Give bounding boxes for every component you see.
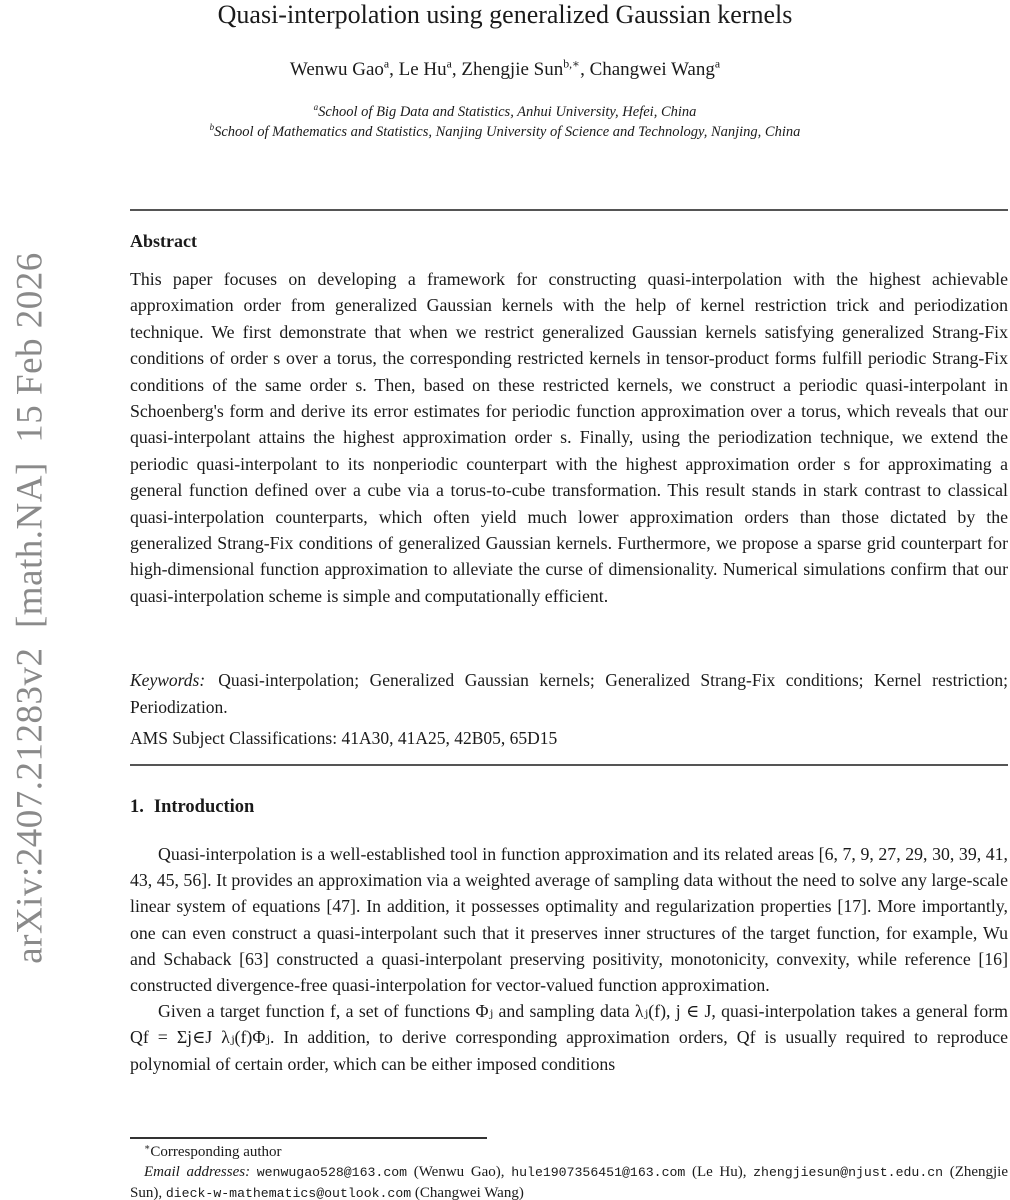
- intro-paragraph: Given a target function f, a set of functions Φⱼ and sampling data λⱼ(f), j ∈ J, quasi-interpolation takes a general form Qf = Σj∈J λⱼ(f)Φⱼ. In addition, to derive corresponding approximation orders, Qf is usually required to reproduce polynomial of certain order, which can be either imposed conditions: [130, 1001, 1008, 1074]
- abstract-heading: Abstract: [130, 231, 197, 251]
- affiliation-text: School of Big Data and Statistics, Anhui University, Hefei, China: [318, 104, 697, 120]
- author: [461, 59, 580, 80]
- keywords-line: [130, 667, 1008, 721]
- author-affiliation-mark: a: [383, 57, 390, 71]
- author-affiliation-mark: a: [446, 57, 452, 71]
- arxiv-watermark: arXiv:2407.21283v2 [math.NA] 15 Feb 2026: [9, 252, 51, 964]
- author-affiliation-mark: a: [714, 57, 721, 71]
- author-name: Zhengjie Sun: [461, 59, 564, 80]
- abstract-top-rule: [130, 209, 1008, 211]
- author-separator: ,: [580, 59, 590, 80]
- email-address: dieck-w-mathematics@outlook.com: [165, 1186, 412, 1200]
- author-separator: ,: [389, 59, 399, 80]
- author-affiliation-mark: b,∗: [563, 57, 581, 71]
- email-holder: (Le Hu),: [691, 1164, 747, 1180]
- corresponding-author-text: Corresponding author: [150, 1144, 282, 1160]
- author-separator: ,: [451, 59, 462, 80]
- email-holder: (Wenwu Gao),: [413, 1164, 505, 1180]
- footnote-marker: ∗: [144, 1143, 151, 1153]
- author-name: Wenwu Gao: [289, 59, 384, 80]
- affiliation-line: [0, 102, 1010, 122]
- section-title: Introduction: [153, 797, 255, 817]
- corresponding-author-note: [130, 1142, 1008, 1162]
- paper-title: Quasi-interpolation using generalized Gaussian kernels: [217, 0, 793, 29]
- affiliation-mark: a: [313, 102, 319, 113]
- author: [290, 59, 389, 80]
- abstract-bottom-rule: [130, 764, 1008, 766]
- authors-line: [0, 59, 1010, 81]
- author: [399, 59, 452, 80]
- email-holder: (Changwei Wang): [414, 1185, 524, 1200]
- email-address: wenwugao528@163.com: [256, 1165, 408, 1180]
- footnote-block: [130, 1142, 1008, 1200]
- keywords-label: Keywords:: [130, 670, 206, 690]
- affiliation-mark: b: [209, 122, 215, 133]
- affiliation-line: [0, 122, 1010, 142]
- affiliations-block: [0, 102, 1010, 142]
- email-label: Email addresses:: [144, 1164, 251, 1180]
- author-name: Le Hu: [398, 59, 447, 80]
- email-holder: (Zhengjie Sun),: [130, 1164, 1009, 1200]
- section-number: 1.: [130, 797, 144, 817]
- intro-paragraph: Quasi-interpolation is a well-established tool in function approximation and its related areas [6, 7, 9, 27, 29, 30, 39, 41, 43, 45, 56]. It provides an approximation via a weighted average of sampling data without the need to solve any large-scale linear system of equations [47]. In addition, it possesses optimality and regularization properties [17]. More importantly, one can even construct a quasi-interpolant such that it preserves inner structures of the target function, for example, Wu and Schaback [63] constructed a quasi-interpolant preserving positivity, monotonicity, convexity, while reference [16] constructed divergence-free quasi-interpolation for vector-valued function approximation.: [130, 844, 1008, 996]
- email-addresses-line: [130, 1162, 1008, 1200]
- author-name: Changwei Wang: [589, 59, 715, 80]
- introduction-body: [130, 841, 1008, 1077]
- keywords-text: Quasi-interpolation; Generalized Gaussian kernels; Generalized Strang-Fix conditions; Kernel restriction; Periodization.: [130, 670, 1008, 717]
- footnote-rule: [130, 1137, 487, 1139]
- author: [590, 59, 721, 80]
- email-address: hule1907356451@163.com: [511, 1165, 686, 1180]
- abstract-text: This paper focuses on developing a framework for constructing quasi-interpolation with the highest achievable approximation order from generalized Gaussian kernels with the help of kernel restriction trick and periodization technique. We first demonstrate that when we restrict generalized Gaussian kernels satisfying generalized Strang-Fix conditions of order s over a torus, the corresponding restricted kernels in tensor-product forms fulfill periodic Strang-Fix conditions of the same order s. Then, based on these restricted kernels, we construct a periodic quasi-interpolant in Schoenberg's form and derive its error estimates for periodic function approximation over a torus, which reveals that our quasi-interpolant attains the highest approximation order s. Finally, using the periodization technique, we extend the periodic quasi-interpolant to its nonperiodic counterpart with the highest approximation order s for approximating a general function defined over a cube via a torus-to-cube transformation. This result stands in stark contrast to classical quasi-interpolation counterparts, which often yield much lower approximation orders than those dictated by the generalized Strang-Fix conditions of generalized Gaussian kernels. Furthermore, we propose a sparse grid counterpart for high-dimensional function approximation to alleviate the curse of dimensionality. Numerical simulations confirm that our quasi-interpolation scheme is simple and computationally efficient.: [130, 269, 1008, 606]
- section-heading: [130, 797, 254, 818]
- email-address: zhengjiesun@njust.edu.cn: [753, 1165, 944, 1180]
- affiliation-text: School of Mathematics and Statistics, Nanjing University of Science and Technology, Nanjing, China: [214, 124, 801, 140]
- ams-classifications: AMS Subject Classifications: 41A30, 41A25, 42B05, 65D15: [130, 728, 558, 748]
